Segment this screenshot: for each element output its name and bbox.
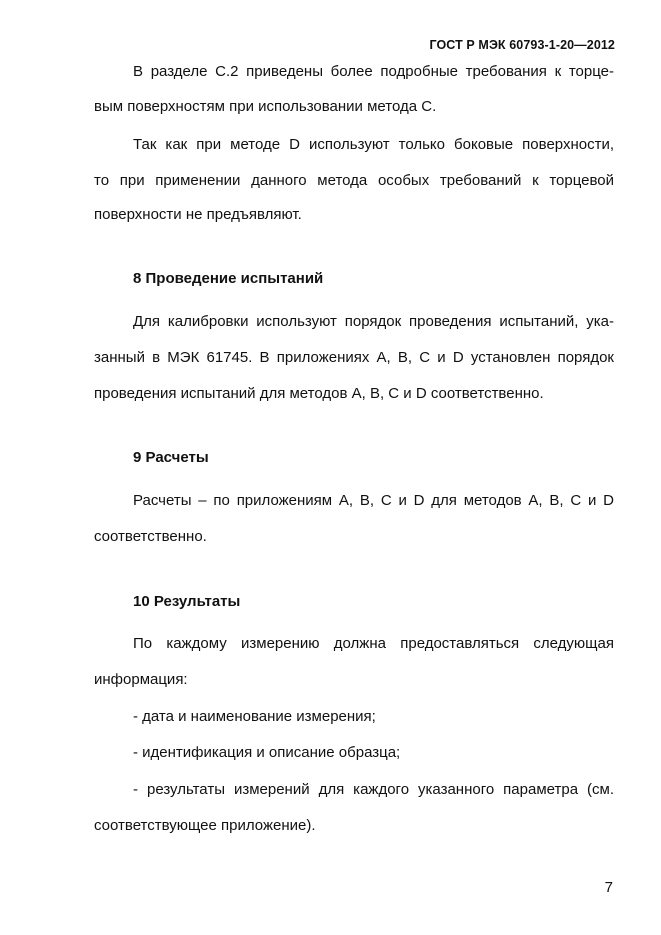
paragraph-line: то при применении данного метода особых требований к торцевой: [94, 172, 614, 189]
paragraph-line: соответственно.: [94, 528, 207, 545]
paragraph-line: По каждому измерению должна предоставляться следующая: [133, 635, 614, 652]
paragraph-line: поверхности не предъявляют.: [94, 206, 302, 223]
paragraph-line: В разделе С.2 приведены более подробные требования к торце-: [133, 63, 614, 80]
paragraph-line: занный в МЭК 61745. В приложениях А, В, С и D установлен порядок: [94, 349, 614, 366]
paragraph-line: Так как при методе D используют только боковые поверхности,: [133, 136, 614, 153]
section-heading: 9 Расчеты: [133, 449, 209, 466]
list-item: - дата и наименование измерения;: [133, 708, 376, 725]
list-item: - результаты измерений для каждого указанного параметра (см.: [133, 781, 614, 798]
paragraph-line: информация:: [94, 671, 188, 688]
paragraph-line: Расчеты – по приложениям А, В, С и D для методов А, В, С и D: [133, 492, 614, 509]
paragraph-line: вым поверхностям при использовании метода С.: [94, 98, 437, 115]
paragraph-line: проведения испытаний для методов А, В, С и D соответственно.: [94, 385, 544, 402]
paragraph-line: Для калибровки используют порядок проведения испытаний, ука-: [133, 313, 614, 330]
list-item: - идентификация и описание образца;: [133, 744, 401, 761]
section-heading: 8 Проведение испытаний: [133, 270, 324, 287]
page-number: 7: [604, 879, 613, 896]
paragraph-line: соответствующее приложение).: [94, 817, 316, 834]
document-header: ГОСТ Р МЭК 60793-1-20—2012: [429, 38, 615, 52]
section-heading: 10 Результаты: [133, 593, 241, 610]
